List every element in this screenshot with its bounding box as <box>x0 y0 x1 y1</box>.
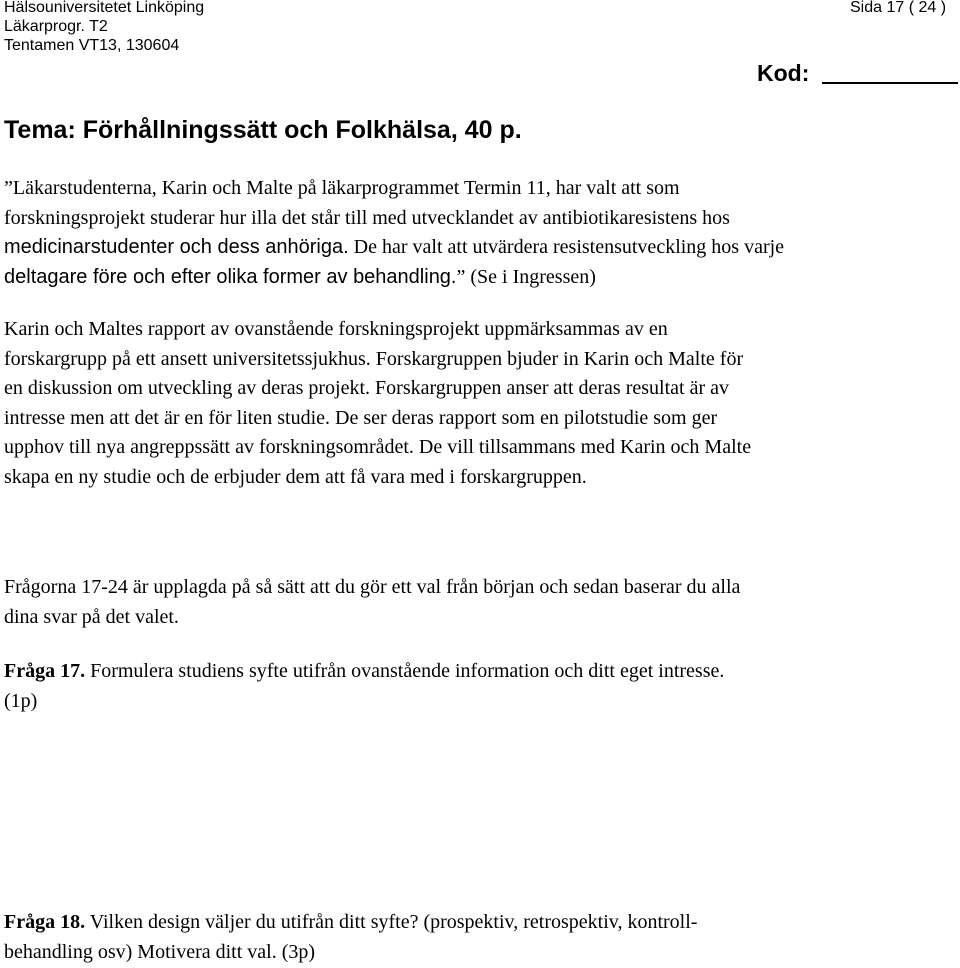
instructions-paragraph <box>4 573 954 632</box>
research-line: upphov till nya angreppssätt av forskningsområdet. De vill tillsammans med Karin och Malte <box>4 436 752 458</box>
theme-title: Tema: Förhållningssätt och Folkhälsa, 40 p. <box>4 116 522 144</box>
question-17-line-1 <box>4 657 954 687</box>
scenario-line-4-part-2: ” (Se i Ingressen) <box>456 265 596 288</box>
scenario-line-2: forskningsprojekt studerar hur illa det står till med utvecklandet av antibiotikaresistens hos <box>4 206 730 229</box>
scenario-line-3 <box>4 233 954 263</box>
scenario-paragraph <box>4 174 954 292</box>
question-17-label: Fråga 17. <box>4 660 86 682</box>
research-line: forskargrupp på ett ansett universitetssjukhus. Forskargruppen bjuder in Karin och Malte för <box>4 347 744 370</box>
research-line: skapa en ny studie och de erbjuder dem att få vara med i forskargruppen. <box>4 465 587 488</box>
question-17-points: (1p) <box>4 689 38 712</box>
question-18-label: Fråga 18. <box>4 911 86 933</box>
header-exam: Tentamen VT13, 130604 <box>4 37 180 54</box>
research-line: Karin och Maltes rapport av ovanstående forskningsprojekt uppmärksammas av en <box>4 318 668 340</box>
instructions-line: dina svar på det valet. <box>4 605 179 628</box>
header-program: Läkarprogr. T2 <box>4 18 108 35</box>
scenario-line-4 <box>4 263 954 293</box>
research-line: en diskussion om utveckling av deras projekt. Forskargruppen anser att deras resultat är av <box>4 377 729 399</box>
scenario-line-4-part-1: deltagare före och efter olika former av behandling. <box>4 265 457 288</box>
instructions-line: Frågorna 17-24 är upplagda på så sätt att du gör ett val från början och sedan baserar du alla <box>4 576 741 598</box>
kod-answer-line <box>822 82 958 84</box>
question-18-text: Vilken design väljer du utifrån ditt syfte? (prospektiv, retrospektiv, kontroll- <box>85 911 698 933</box>
header-page-number: Sida 17 ( 24 ) <box>850 0 947 16</box>
scenario-line-3-part-2: De har valt att utvärdera resistensutveckling hos varje <box>348 236 785 258</box>
scenario-line-1: ”Läkarstudenterna, Karin och Malte på läkarprogrammet Termin 11, har valt att som <box>4 177 680 199</box>
research-group-paragraph <box>4 315 954 492</box>
header-university: Hälsouniversitetet Linköping <box>4 0 205 16</box>
question-17 <box>4 657 954 716</box>
research-line: intresse men att det är en för liten studie. De ser deras rapport som en pilotstudie som ger <box>4 406 718 429</box>
question-17-text: Formulera studiens syfte utifrån ovanstående information och ditt eget intresse. <box>85 660 725 682</box>
question-18 <box>4 908 954 967</box>
kod-label: Kod: <box>757 60 810 86</box>
scenario-line-3-part-1: medicinarstudenter och dess anhöriga. <box>4 236 349 258</box>
question-18-line-1 <box>4 908 954 938</box>
question-18-line-2: behandling osv) Motivera ditt val. (3p) <box>4 940 316 963</box>
